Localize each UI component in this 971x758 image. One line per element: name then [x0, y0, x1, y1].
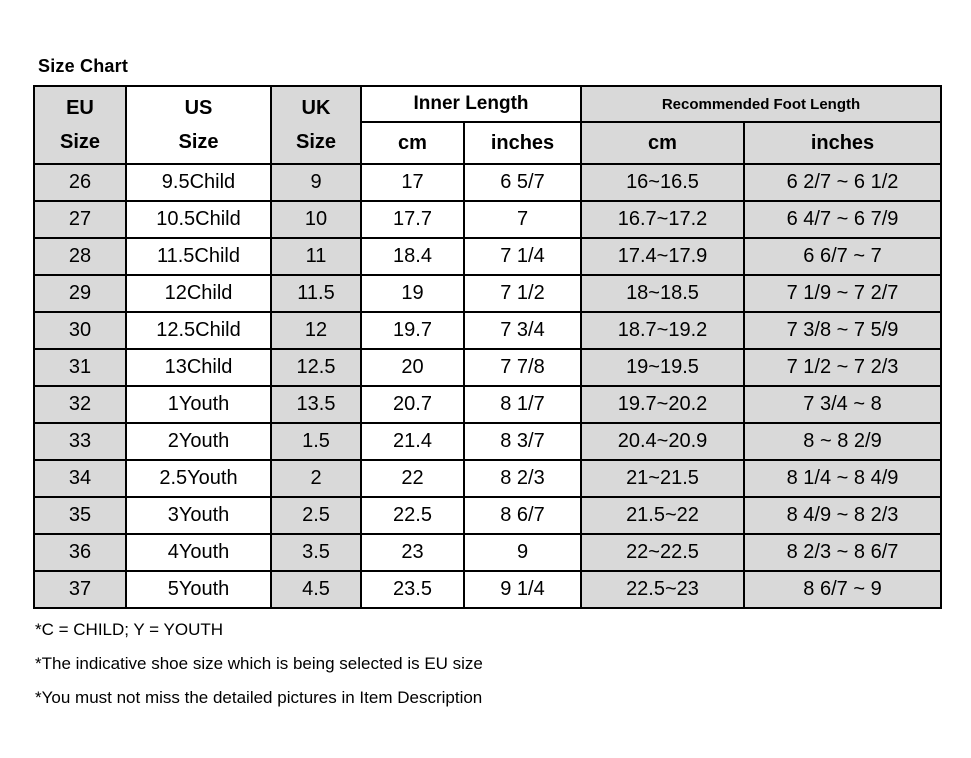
us-size-cell: 13Child: [126, 349, 271, 386]
inner-cm-cell: 20: [361, 349, 464, 386]
size-table-row: [34, 423, 941, 460]
footnote-item-description: *You must not miss the detailed pictures in Item Description: [35, 688, 483, 707]
header-uk-size: [271, 86, 361, 164]
inner-inches-cell: 8 3/7: [464, 423, 581, 460]
header-eu-line1: EU: [66, 97, 94, 119]
inner-cm-cell: 19.7: [361, 312, 464, 349]
eu-size-cell: 36: [34, 534, 126, 571]
header-recommended-foot-length: Recommended Foot Length: [581, 86, 941, 122]
eu-size-cell: 29: [34, 275, 126, 312]
eu-size-cell: 37: [34, 571, 126, 608]
rec-foot-inches-cell: 7 1/2 ~ 7 2/3: [744, 349, 941, 386]
eu-size-cell: 26: [34, 164, 126, 201]
inner-cm-cell: 23.5: [361, 571, 464, 608]
rec-foot-cm-cell: 21.5~22: [581, 497, 744, 534]
uk-size-cell: 9: [271, 164, 361, 201]
header-us-line1: US: [184, 97, 213, 119]
size-table-row: [34, 497, 941, 534]
us-size-cell: 5Youth: [126, 571, 271, 608]
footnote-eu-size: *The indicative shoe size which is being selected is EU size: [35, 654, 483, 673]
rec-foot-inches-cell: 6 6/7 ~ 7: [744, 238, 941, 275]
rec-foot-cm-cell: 16.7~17.2: [581, 201, 744, 238]
inner-cm-cell: 20.7: [361, 386, 464, 423]
inner-cm-cell: 19: [361, 275, 464, 312]
us-size-cell: 1Youth: [126, 386, 271, 423]
us-size-cell: 11.5Child: [126, 238, 271, 275]
page-title: Size Chart: [38, 56, 129, 76]
uk-size-cell: 11.5: [271, 275, 361, 312]
inner-inches-cell: 9 1/4: [464, 571, 581, 608]
header-us-size: [126, 86, 271, 164]
size-table-row: [34, 349, 941, 386]
inner-cm-cell: 21.4: [361, 423, 464, 460]
inner-inches-cell: 7: [464, 201, 581, 238]
header-rec-inches: inches: [744, 122, 941, 164]
rec-foot-inches-cell: 8 2/3 ~ 8 6/7: [744, 534, 941, 571]
uk-size-cell: 12: [271, 312, 361, 349]
eu-size-cell: 31: [34, 349, 126, 386]
rec-foot-cm-cell: 19.7~20.2: [581, 386, 744, 423]
us-size-cell: 4Youth: [126, 534, 271, 571]
size-table-row: [34, 238, 941, 275]
uk-size-cell: 10: [271, 201, 361, 238]
size-table-row: [34, 571, 941, 608]
rec-foot-cm-cell: 17.4~17.9: [581, 238, 744, 275]
rec-foot-cm-cell: 22~22.5: [581, 534, 744, 571]
size-table-row: [34, 386, 941, 423]
us-size-cell: 9.5Child: [126, 164, 271, 201]
rec-foot-cm-cell: 21~21.5: [581, 460, 744, 497]
inner-inches-cell: 7 1/2: [464, 275, 581, 312]
uk-size-cell: 4.5: [271, 571, 361, 608]
inner-cm-cell: 22: [361, 460, 464, 497]
footnote-child-youth: *C = CHILD; Y = YOUTH: [35, 620, 224, 639]
size-table-row: [34, 312, 941, 349]
size-table-row: [34, 275, 941, 312]
header-uk-line1: UK: [301, 97, 331, 119]
rec-foot-inches-cell: 8 4/9 ~ 8 2/3: [744, 497, 941, 534]
inner-cm-cell: 17.7: [361, 201, 464, 238]
header-uk-line2: Size: [295, 131, 337, 153]
eu-size-cell: 30: [34, 312, 126, 349]
uk-size-cell: 2.5: [271, 497, 361, 534]
rec-foot-cm-cell: 18~18.5: [581, 275, 744, 312]
uk-size-cell: 2: [271, 460, 361, 497]
size-chart-table: [33, 85, 942, 609]
eu-size-cell: 27: [34, 201, 126, 238]
us-size-cell: 2Youth: [126, 423, 271, 460]
rec-foot-inches-cell: 8 6/7 ~ 9: [744, 571, 941, 608]
header-inner-inches: inches: [464, 122, 581, 164]
inner-inches-cell: 7 7/8: [464, 349, 581, 386]
eu-size-cell: 35: [34, 497, 126, 534]
inner-inches-cell: 7 1/4: [464, 238, 581, 275]
inner-cm-cell: 17: [361, 164, 464, 201]
inner-inches-cell: 8 2/3: [464, 460, 581, 497]
rec-foot-inches-cell: 7 3/4 ~ 8: [744, 386, 941, 423]
uk-size-cell: 1.5: [271, 423, 361, 460]
us-size-cell: 3Youth: [126, 497, 271, 534]
inner-cm-cell: 23: [361, 534, 464, 571]
us-size-cell: 12.5Child: [126, 312, 271, 349]
rec-foot-inches-cell: 7 1/9 ~ 7 2/7: [744, 275, 941, 312]
inner-cm-cell: 22.5: [361, 497, 464, 534]
size-table-body: [34, 164, 941, 608]
uk-size-cell: 3.5: [271, 534, 361, 571]
inner-inches-cell: 7 3/4: [464, 312, 581, 349]
inner-inches-cell: 9: [464, 534, 581, 571]
us-size-cell: 2.5Youth: [126, 460, 271, 497]
eu-size-cell: 28: [34, 238, 126, 275]
inner-inches-cell: 8 6/7: [464, 497, 581, 534]
rec-foot-inches-cell: 8 1/4 ~ 8 4/9: [744, 460, 941, 497]
eu-size-cell: 32: [34, 386, 126, 423]
size-table-row: [34, 201, 941, 238]
size-table-row: [34, 534, 941, 571]
size-chart-header: [34, 86, 941, 164]
us-size-cell: 12Child: [126, 275, 271, 312]
size-table-row: [34, 164, 941, 201]
header-rec-cm: cm: [581, 122, 744, 164]
footnotes: [35, 619, 971, 708]
inner-inches-cell: 6 5/7: [464, 164, 581, 201]
inner-cm-cell: 18.4: [361, 238, 464, 275]
rec-foot-inches-cell: 8 ~ 8 2/9: [744, 423, 941, 460]
uk-size-cell: 13.5: [271, 386, 361, 423]
rec-foot-cm-cell: 22.5~23: [581, 571, 744, 608]
eu-size-cell: 33: [34, 423, 126, 460]
size-table-row: [34, 460, 941, 497]
rec-foot-inches-cell: 7 3/8 ~ 7 5/9: [744, 312, 941, 349]
rec-foot-cm-cell: 18.7~19.2: [581, 312, 744, 349]
rec-foot-cm-cell: 19~19.5: [581, 349, 744, 386]
header-eu-line2: Size: [59, 131, 101, 153]
header-us-line2: Size: [178, 131, 219, 153]
header-inner-length: Inner Length: [361, 86, 581, 122]
us-size-cell: 10.5Child: [126, 201, 271, 238]
uk-size-cell: 12.5: [271, 349, 361, 386]
uk-size-cell: 11: [271, 238, 361, 275]
rec-foot-inches-cell: 6 4/7 ~ 6 7/9: [744, 201, 941, 238]
header-inner-cm: cm: [361, 122, 464, 164]
rec-foot-cm-cell: 20.4~20.9: [581, 423, 744, 460]
header-eu-size: [34, 86, 126, 164]
rec-foot-inches-cell: 6 2/7 ~ 6 1/2: [744, 164, 941, 201]
rec-foot-cm-cell: 16~16.5: [581, 164, 744, 201]
eu-size-cell: 34: [34, 460, 126, 497]
inner-inches-cell: 8 1/7: [464, 386, 581, 423]
